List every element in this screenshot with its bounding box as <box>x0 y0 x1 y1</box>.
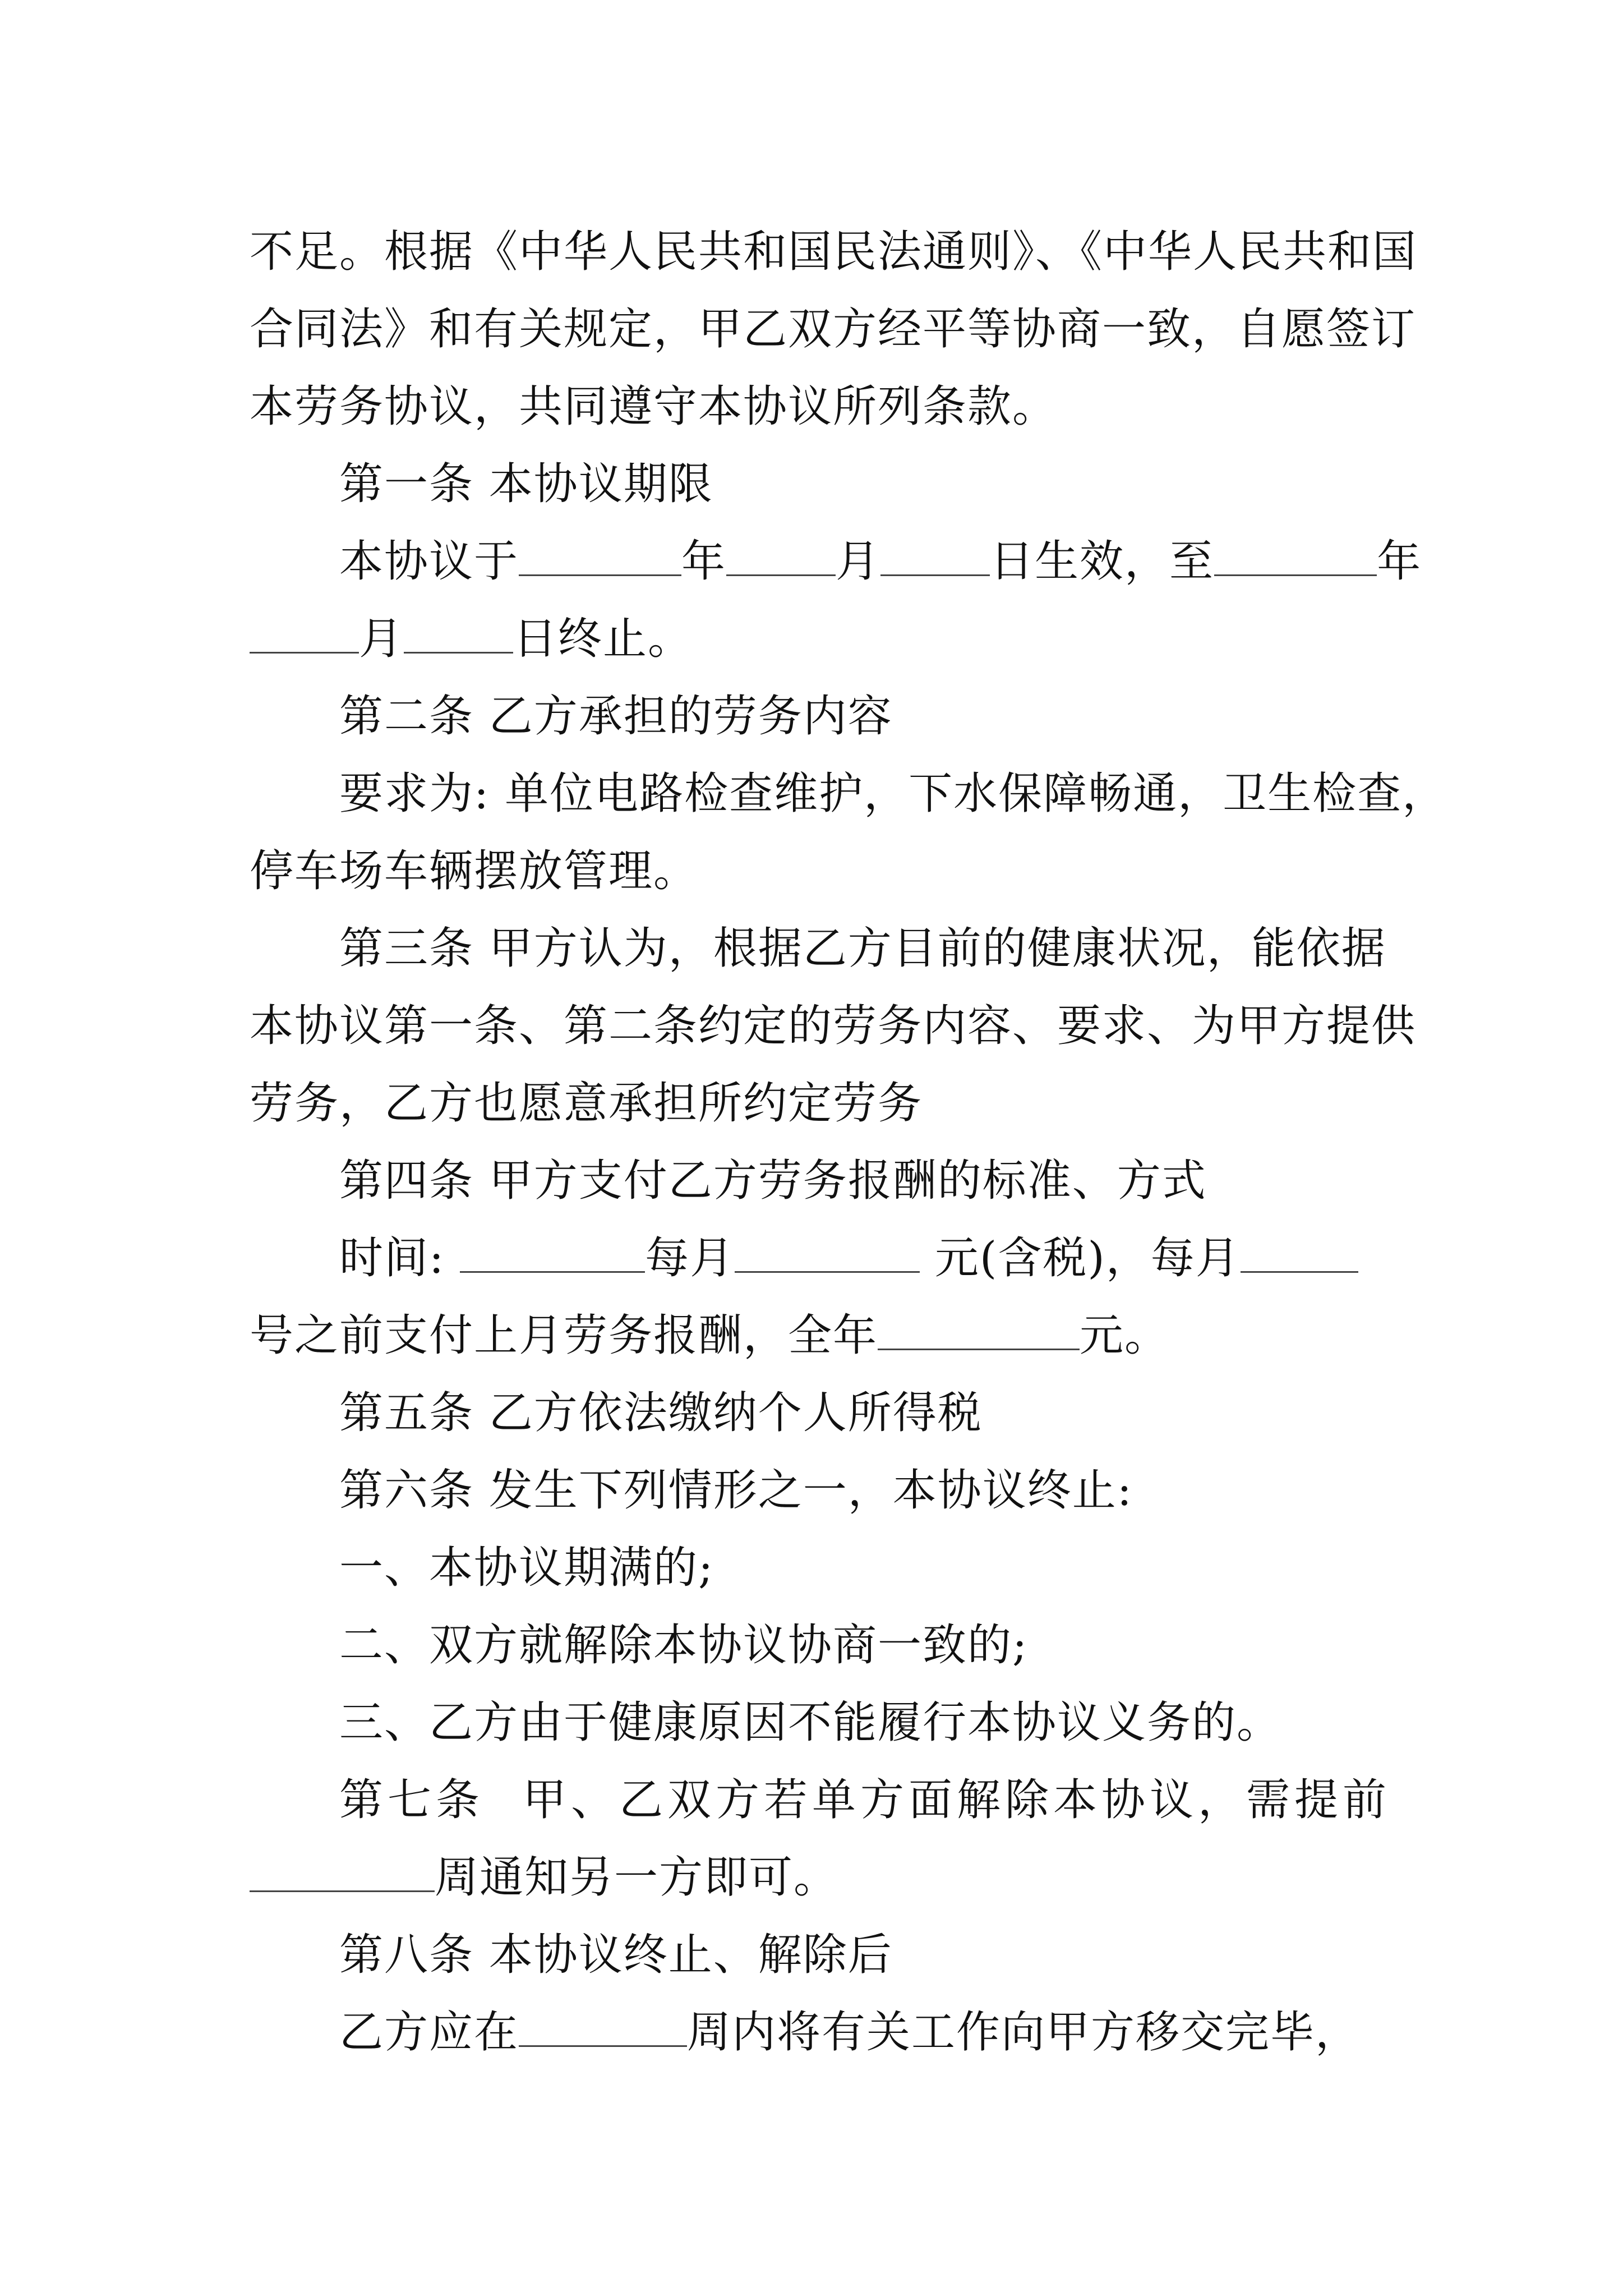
text-segment: 号之前支付上月劳务报酬，全年 <box>250 1310 878 1361</box>
list-item: 三、乙方由于健康原因不能履行本协议义务的。 <box>339 1697 1282 1748</box>
payment-line <box>250 1220 1391 1297</box>
article-1-heading: 第一条 本协议期限 <box>339 459 713 509</box>
term-dates-line <box>250 523 1422 600</box>
paragraph-line: 本协议第一条、第二条约定的劳务内容、要求、为甲方提供 <box>250 1001 1417 1051</box>
fill-blank <box>1214 535 1377 576</box>
fill-blank <box>404 613 513 654</box>
article-8-heading: 第八条 本协议终止、解除后 <box>339 1930 893 1980</box>
fill-blank <box>460 1232 645 1273</box>
text-segment: 日终止。 <box>513 614 693 664</box>
fill-blank <box>880 535 990 576</box>
article-6-heading: 第六条 发生下列情形之一，本协议终止: <box>339 1465 1133 1516</box>
text-segment: 周内将有关工作向甲方移交完毕， <box>687 2007 1361 2058</box>
notice-line <box>250 1839 1391 1916</box>
text-segment: 周通知另一方即可。 <box>435 1852 839 1903</box>
paragraph-line: 劳务，乙方也愿意承担所约定劳务 <box>250 1078 923 1129</box>
document-page <box>250 213 1447 2071</box>
text-segment: 年 <box>1377 536 1422 587</box>
article-3-heading: 第三条 甲方认为，根据乙方目前的健康状况，能依据 <box>339 923 1386 974</box>
text-segment: 月 <box>836 536 881 587</box>
text-segment: 乙方应在 <box>339 2007 519 2058</box>
paragraph-line: 要求为: 单位电路检查维护，下水保障畅通，卫生检查， <box>339 769 1447 819</box>
fill-blank <box>878 1309 1080 1350</box>
paragraph-line: 不足。根据《中华人民共和国民法通则》、《中华人民共和国 <box>250 227 1418 277</box>
fill-blank <box>1241 1232 1358 1273</box>
fill-blank <box>519 535 681 576</box>
text-segment: 甲、乙双方若单方面解除本协议，需提前 <box>522 1775 1391 1825</box>
fill-blank <box>250 613 359 654</box>
article-5-heading: 第五条 乙方依法缴纳个人所得税 <box>339 1388 983 1438</box>
text-segment: 元(含税)，每月 <box>920 1233 1241 1283</box>
fill-blank <box>735 1232 920 1273</box>
text-segment: 第七条 <box>339 1775 485 1825</box>
article-2-heading: 第二条 乙方承担的劳务内容 <box>339 691 893 742</box>
fill-blank <box>519 2006 687 2047</box>
paragraph-line: 停车场车辆摆放管理。 <box>250 846 699 896</box>
text-segment: 元。 <box>1080 1310 1170 1361</box>
term-end-line <box>250 600 1391 678</box>
text-segment: 时间: <box>339 1233 460 1283</box>
text-segment: 日生效，至 <box>990 536 1215 587</box>
article-4-heading: 第四条 甲方支付乙方劳务报酬的标准、方式 <box>339 1156 1207 1206</box>
text-segment: 月 <box>359 614 404 664</box>
list-item: 一、本协议期满的; <box>339 1543 714 1593</box>
paragraph-line: 合同法》和有关规定，甲乙双方经平等协商一致，自愿签订 <box>250 304 1417 355</box>
text-segment: 年 <box>681 536 727 587</box>
payment-line-2 <box>250 1297 1391 1374</box>
fill-blank <box>250 1851 435 1892</box>
fill-blank <box>726 535 836 576</box>
text-segment: 本协议于 <box>339 536 519 587</box>
handover-line <box>250 1994 1391 2071</box>
list-item: 二、双方就解除本协议协商一致的; <box>339 1620 1029 1671</box>
paragraph-line: 本劳务协议，共同遵守本协议所列条款。 <box>250 381 1058 432</box>
text-segment: 每月 <box>645 1233 735 1283</box>
article-7-heading <box>250 1761 1391 1839</box>
